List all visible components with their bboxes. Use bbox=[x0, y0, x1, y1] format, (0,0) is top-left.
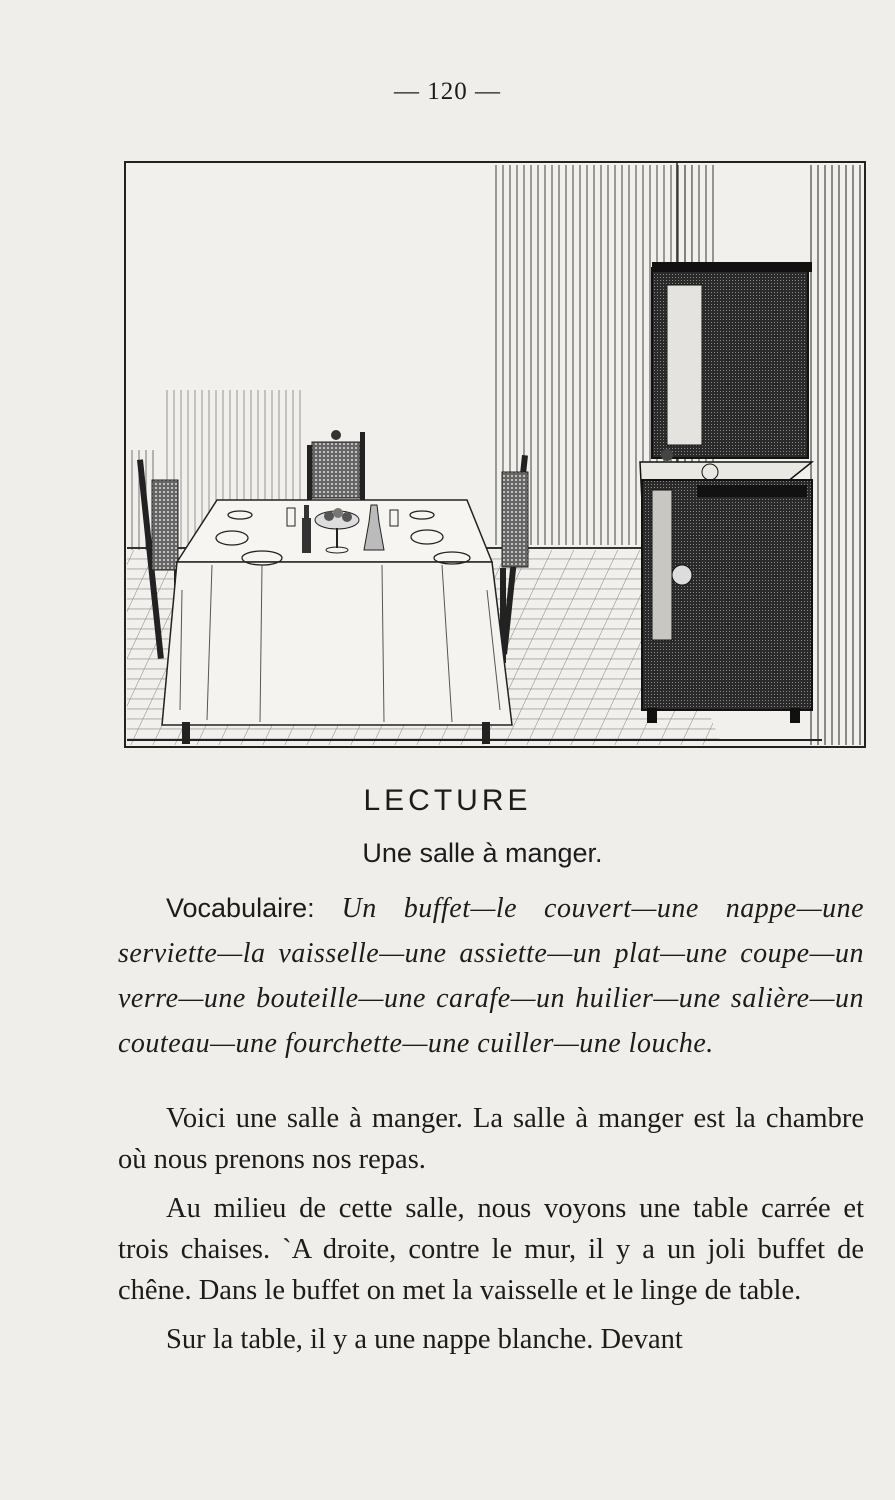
vocabulary-words: Un buffet—le couvert—une nappe—une serviette—la vaisselle—une assiette—un plat—une coupe—un verre—une bouteille—une carafe—un huilier—une salière—un couteau—une fourchette—une cuiller—une louche. bbox=[118, 893, 865, 1059]
dining-room-illustration bbox=[122, 150, 868, 750]
lesson-title: Une salle à manger. bbox=[362, 838, 603, 868]
paragraph: Voici une salle à manger. La salle à manger est la chambre où nous prenons nos repas. bbox=[118, 1103, 864, 1175]
vocabulary-label: Vocabulaire: bbox=[166, 893, 342, 923]
paragraph: Sur la table, il y a une nappe blanche. Devant bbox=[166, 1324, 683, 1355]
page-number: — 120 — bbox=[394, 78, 501, 105]
section-heading: LECTURE bbox=[363, 784, 532, 817]
reading-text bbox=[118, 1098, 864, 1368]
paragraph: Au milieu de cette salle, nous voyons une table carrée et trois chaises. `A droite, contre le mur, il y a un joli buffet de chêne. Dans le buffet on met la vaisselle et le linge de table. bbox=[118, 1193, 864, 1306]
vocabulary-block bbox=[118, 886, 864, 1066]
